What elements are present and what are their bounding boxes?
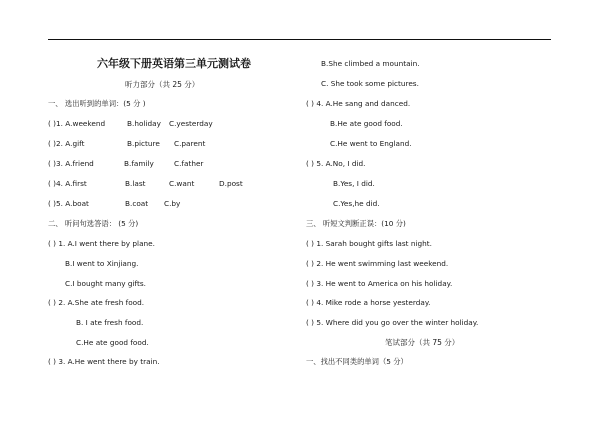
s1-q2-c: C.parent [174, 139, 206, 148]
writing-part-header: 笔试部分（共 75 分） [385, 338, 460, 347]
s1-q3-b: B.family [124, 159, 154, 168]
s1-q3: ( )3. A.friend [48, 159, 94, 168]
s3-item-2: ( ) 2. He went swimming last weekend. [306, 259, 449, 268]
s2-q5-c: C.Yes,he did. [333, 199, 380, 208]
page-title: 六年级下册英语第三单元测试卷 [97, 57, 251, 70]
s2-q1-a: ( ) 1. A.I went there by plane. [48, 239, 155, 248]
s1-q4-b: B.last [125, 179, 146, 188]
s2-q2-b: B. I ate fresh food. [76, 318, 144, 327]
s2-q5-a: ( ) 5. A.No, I did. [306, 159, 366, 168]
s1-q4-c: C.want [169, 179, 195, 188]
section1-heading: 一、 选出听到的单词：(5 分 ) [48, 99, 146, 108]
s1-q2: ( )2. A.gift [48, 139, 85, 148]
writing-section1-heading: 一、找出不同类的单词（5 分） [306, 357, 408, 366]
s3-item-5: ( ) 5. Where did you go over the winter holiday. [306, 318, 479, 327]
s2-q2-c: C.He ate good food. [76, 338, 149, 347]
s1-q1-b: B.holiday [127, 119, 161, 128]
s3-item-3: ( ) 3. He went to America on his holiday. [306, 279, 453, 288]
section2-heading: 二、 听问句选答语： (5 分) [48, 219, 139, 228]
s2-q4-c: C.He went to England. [330, 139, 412, 148]
s3-item-1: ( ) 1. Sarah bought gifts last night. [306, 239, 432, 248]
top-rule [48, 39, 551, 40]
listening-part-header: 听力部分（共 25 分） [125, 80, 200, 89]
s1-q1: ( )1. A.weekend [48, 119, 106, 128]
s1-q5: ( )5. A.boat [48, 199, 89, 208]
s1-q5-c: C.by [164, 199, 181, 208]
s2-q1-b: B.I went to Xinjiang. [65, 259, 139, 268]
s2-q1-c: C.I bought many gifts. [65, 279, 146, 288]
s1-q3-c: C.father [174, 159, 204, 168]
s2-q4-b: B.He ate good food. [330, 119, 403, 128]
s3-item-4: ( ) 4. Mike rode a horse yesterday. [306, 298, 431, 307]
s2-q2-a: ( ) 2. A.She ate fresh food. [48, 298, 145, 307]
s2-q3-a: ( ) 3. A.He went there by train. [48, 357, 160, 366]
s2-q3-c: C. She took some pictures. [321, 79, 419, 88]
s1-q2-b: B.picture [127, 139, 160, 148]
s2-q5-b: B.Yes, I did. [333, 179, 375, 188]
section3-heading: 三、 听短文判断正误：(10 分) [306, 219, 406, 228]
s1-q4: ( )4. A.first [48, 179, 87, 188]
s1-q1-c: C.yesterday [169, 119, 213, 128]
s1-q4-d: D.post [219, 179, 243, 188]
s1-q5-b: B.coat [125, 199, 149, 208]
s2-q3-b: B.She climbed a mountain. [321, 59, 420, 68]
s2-q4-a: ( ) 4. A.He sang and danced. [306, 99, 411, 108]
